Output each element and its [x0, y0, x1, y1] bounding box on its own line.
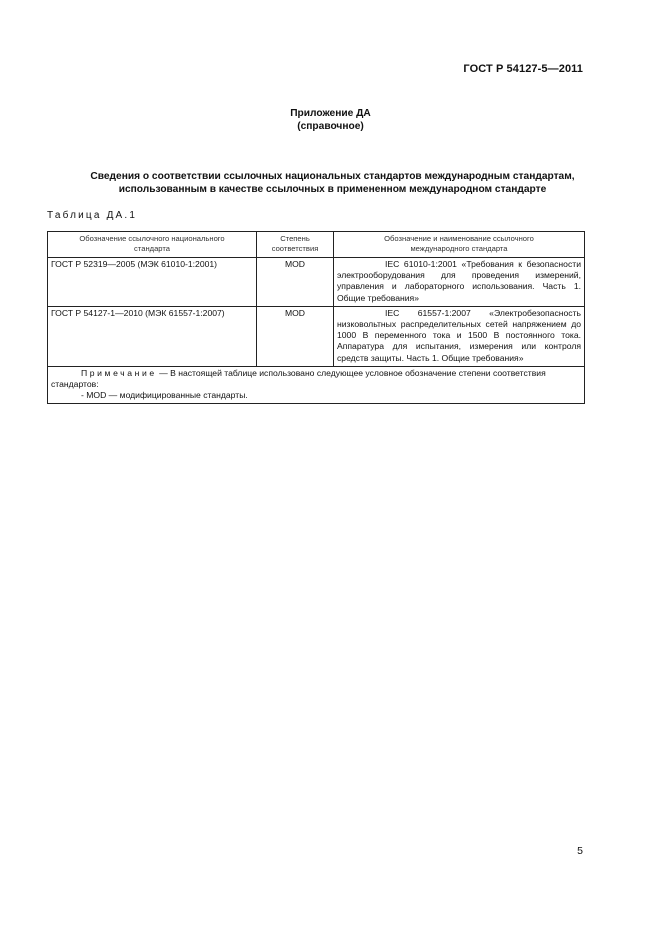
national-standard-cell: ГОСТ Р 54127-1—2010 (МЭК 61557-1:2007) — [48, 306, 257, 366]
note-label: Примечание — [81, 367, 157, 378]
column-header-degree — [257, 232, 334, 258]
international-standard-text: IEC 61557-1:2007 «Электробезопасность низковольтных распределительных сетей напряжением до 1000 В переменного тока и 1500 В постоянного тока. Аппаратура для испытания, измерения или контроля средств защиты. Часть 1. Общие требования» — [337, 307, 581, 363]
degree-cell: MOD — [257, 258, 334, 307]
international-standard-text: IEC 61010-1:2001 «Требования к безопасности электрооборудования для проведения измерений, управления и лабораторного использования. Часть 1. Общие требования» — [337, 259, 581, 303]
international-standard-cell — [334, 306, 585, 366]
table-note-row — [48, 366, 585, 404]
table-row — [48, 306, 585, 366]
document-code: ГОСТ Р 54127-5—2011 — [463, 63, 583, 75]
column-header-text: стандарта — [134, 244, 170, 253]
note-text: — В настоящей таблице использовано следующее условное обозначение степени соответствия стандартов: — [51, 367, 546, 390]
appendix-title: Приложение ДА — [290, 108, 371, 119]
appendix-subtitle: (справочное) — [297, 121, 364, 132]
section-heading — [40, 170, 625, 196]
column-header-text: Обозначение и наименование ссылочного — [384, 234, 534, 243]
table-caption: Таблица ДА.1 — [47, 210, 138, 221]
international-standard-cell — [334, 258, 585, 307]
note-item: - MOD — модифицированные стандарты. — [81, 390, 248, 401]
table-header-row — [48, 232, 585, 258]
table-row — [48, 258, 585, 307]
column-header-text: Обозначение ссылочного национального — [79, 234, 225, 243]
column-header-text: международного стандарта — [410, 244, 508, 253]
correspondence-table — [47, 231, 585, 404]
section-heading-line1: Сведения о соответствии ссылочных национальных стандартов международным стандартам, — [90, 171, 575, 182]
national-standard-cell: ГОСТ Р 52319—2005 (МЭК 61010-1:2001) — [48, 258, 257, 307]
section-heading-line2: использованным в качестве ссылочных в примененном международном стандарте — [118, 184, 547, 195]
column-header-text: Степень — [280, 234, 310, 243]
column-header-text: соответствия — [271, 244, 319, 253]
column-header-national-standard — [48, 232, 257, 258]
table-note — [48, 366, 585, 404]
degree-cell: MOD — [257, 306, 334, 366]
column-header-international-standard — [334, 232, 585, 258]
page-number: 5 — [577, 845, 583, 857]
note-paragraph — [51, 368, 581, 390]
